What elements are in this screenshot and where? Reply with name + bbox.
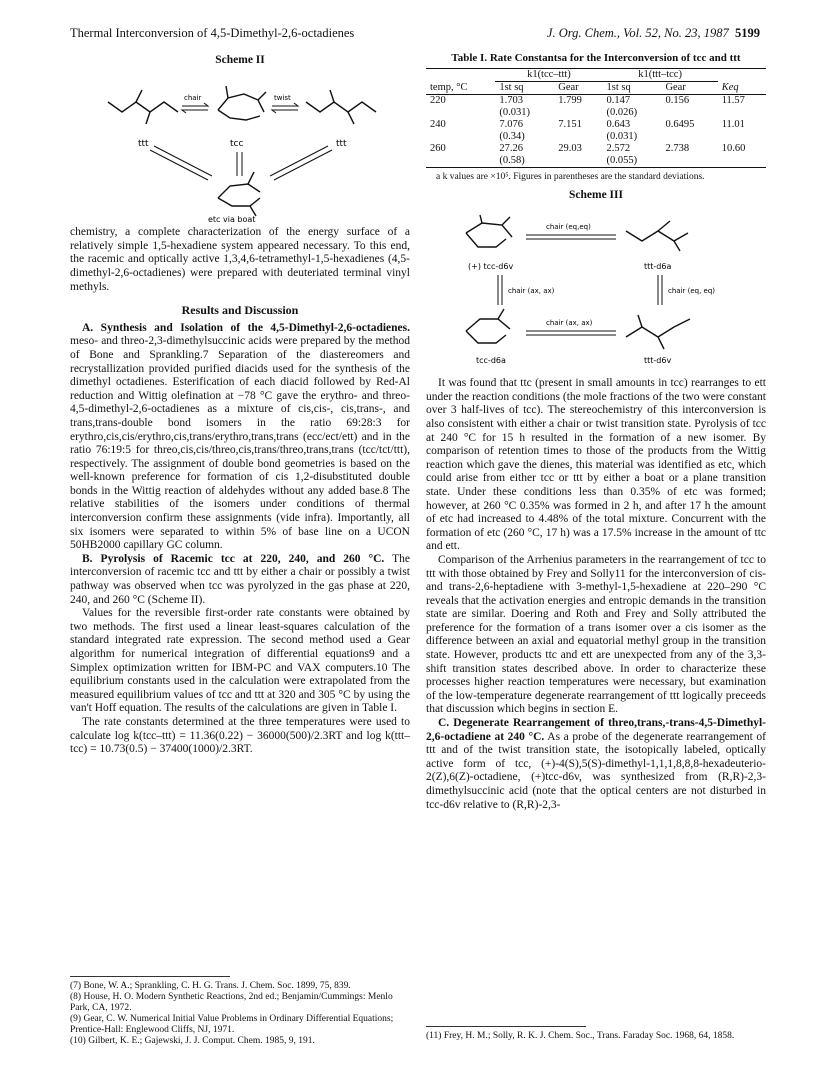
section-a-body: meso- and threo-2,3-dimethylsuccinic acids were prepared by the method of Bone and Sprankling.7 Separation of the diastereomers and recrystallization provided purified diacids used for the synthesis of the dimethyl octadienes. Esterification of each diacid followed by Red-Al reduction and Wittig olefination at −78 °C gave the erythro- and threo-4,5-dimethyl-2,6-octadienes as a mixture of cis,cis-, cis,trans-, and trans,trans-double bond isomers in the ratio 69:28:3 for erythro,cis,cis/erythro,cis,trans/erythro,trans,trans (ecc/ect/ett) and in the ratio 76:19:5 for threo,cis,cis/threo,cis,trans/threo,trans,trans (tcc/tct/ttt), respectively. The assignment of double bond geometries is based on the well-known preference for formation of cis 1,2-disubstituted double bonds in the Wittig reaction of aldehydes without any added base.8 The relative stabilities of the isomers under conditions of thermal interconversion confirm these assignments (vide infra). Importantly, all six isomers were separated to within 5% of base line on a UCON 50HB2000 capillary GC column. — [70, 335, 410, 552]
table-header: 1st sq — [499, 82, 524, 93]
table-cell — [603, 143, 662, 168]
section-b-heading: B. Pyrolysis of Racemic tcc at 220, 240, and 260 °C. — [82, 552, 385, 565]
ttt-d6a-label: ttt-d6a — [644, 261, 672, 271]
table-cell: 2.738 — [665, 143, 690, 154]
table-row — [426, 119, 766, 143]
twist-label: twist — [274, 93, 291, 102]
table-cell: 7.151 — [558, 119, 582, 130]
table-header: 1st sq — [606, 82, 631, 93]
table-cell — [495, 95, 554, 120]
ttt-d6a-structure — [626, 221, 688, 251]
footnote-7: (7) Bone, W. A.; Sprankling, C. H. G. Trans. J. Chem. Soc. 1899, 75, 839. — [70, 981, 351, 991]
paragraph-rate-constants: Values for the reversible first-order rate constants were obtained by two methods. The first used a linear least-squares calculation of the standard integrated rate expression. The second method used a Gear algorithm for numerical integration of differential equations9 and a Simplex optimization written for IBM-PC and VAX computers.10 The equilibrium constants used in the calculation were extrapolated from the measured equilibrium values of tcc and ttt at 320 and 305 °C by using the van't Hoff equation. The results of the calculations are given in Table I. — [70, 607, 410, 715]
scheme-2-title: Scheme II — [215, 54, 265, 66]
etc-boat-structure — [218, 172, 260, 216]
table-cell: 29.03 — [558, 143, 582, 154]
section-c-body: As a probe of the degenerate rearrangement of ttt and of the twist transition state, the isotopically labeled, optically active form of tcc, (+)-4(S),5(S)-dimethyl-1,1,1,8,8,8-hexadeuterio-2(Z),6(Z)-octadiene, (+)tcc-d6v, was synthesized from (R,R)-2,3-dimethylsuccinic acid (note that the optical centers are not disturbed in tcc-d6v relative to (R,R)-2,3- — [426, 730, 766, 811]
journal-header — [547, 26, 760, 41]
left-column — [70, 52, 410, 757]
table-header: Keq — [721, 81, 739, 93]
table-cell: 11.57 — [721, 95, 745, 106]
table-1-note: a k values are ×10⁵. Figures in parentheses are the standard deviations. — [436, 172, 705, 182]
ttt-structure-right — [306, 90, 376, 124]
tcc-d6v-structure — [466, 215, 512, 247]
table-cell: 0.156 — [665, 95, 690, 106]
left-footnotes — [70, 966, 410, 1047]
section-c — [426, 717, 766, 812]
arrow-label-left: chair (ax, ax) — [508, 286, 555, 295]
error: (0.34) — [499, 131, 525, 142]
etc-boat-label: etc via boat — [208, 214, 256, 222]
paragraph-arrhenius: The rate constants determined at the three temperatures were used to calculate log k(tcc–ttt) = 11.36(0.22) − 36000(500)/2.3RT and log k(ttt–tcc) = 10.73(0.5) − 37400(1000)/2.3RT. — [70, 715, 410, 756]
table-cell: 240 — [430, 119, 446, 130]
table-1 — [426, 68, 766, 168]
ttt-label-left: ttt — [138, 138, 149, 149]
value: 2.572 — [606, 143, 631, 154]
table-row — [426, 95, 766, 120]
ttt-d6v-structure — [626, 315, 690, 349]
footnote-10: (10) Gilbert, K. E.; Gajewski, J. J. Comput. Chem. 1985, 9, 191. — [70, 1036, 315, 1046]
table-header: Gear — [558, 82, 579, 93]
paragraph-ttc: It was found that ttc (present in small amounts in tcc) rearranges to ett under the reaction conditions (the mole fractions of the two were constant over 3 half-lives of tcc). The stereochemistry of this interconversion is also consistent with either a chair or twist transition state. Pyrolysis of tcc at 240 °C for 15 h resulted in the formation of a new isomer. By comparison of retention times to those of the products from the Wittig reaction which gave the dienes, this material was identified as etc, which could arise from either tcc or ttt by either a boat or a plane transition state. Under these conditions less than 0.35% of etc was formed; however, at 260 °C 0.35% was formed in 2 h, and after 17 h the amount of etc had increased to 4.48% of the total mixture. Concurrent with the formation of etc (260 °C, 17 h) was a 17.5% increase in the amount of ttc and ett. — [426, 377, 766, 553]
error: (0.026) — [606, 107, 638, 118]
footnote-11: (11) Frey, H. M.; Solly, R. K. J. Chem. Soc., Trans. Faraday Soc. 1968, 64, 1858. — [426, 1031, 735, 1041]
tcc-d6v-label: (+) tcc-d6v — [468, 261, 514, 271]
value: 0.643 — [606, 119, 631, 130]
twist-arrow — [272, 103, 298, 113]
paragraph-comparison: Comparison of the Arrhenius parameters in the rearrangement of tcc to ttt with those obtained by Frey and Solly11 for the interconversion of cis- and trans-2,6-heptadiene with 3-methyl-1,5-hexadiene at 220–290 °C reveals that the activation energies and entropic demands in the transition state are similar. Doering and Roth and Frey and Solly attributed the preference for the formation of a trans isomer over a cis isomer as the difference between an axial and equatorial methyl group in the transition state. However, products ttc and ett are unexpected from any of the 3,3-shift transition states described above. In order to characterize these processes higher reaction temperatures were necessary, but examination of the low-temperature degenerate rearrangement of ttt logically preceeds that discussion which begins in section E. — [426, 553, 766, 716]
footnote-8: (8) House, H. O. Modern Synthetic Reactions, 2nd ed.; Benjamin/Cummings: Menlo Park, CA, 1972. — [70, 992, 393, 1013]
table-cell: 260 — [430, 143, 446, 154]
value: 7.076 — [499, 119, 523, 130]
footnote-rule-right — [426, 1026, 586, 1027]
eq-eq-arrow-top — [526, 235, 616, 239]
value: 0.147 — [606, 95, 631, 106]
ttt-d6v-label: ttt-d6v — [644, 355, 672, 365]
running-header: Thermal Interconversion of 4,5-Dimethyl-2,6-octadienes — [70, 26, 355, 40]
table-group-forward: k1(tcc–ttt) — [495, 69, 602, 82]
chair-arrow — [182, 103, 208, 113]
table-group-reverse: k1(ttt–tcc) — [603, 69, 718, 82]
error: (0.031) — [606, 131, 638, 142]
table-1-title: Table I. Rate Constantsa for the Interconversion of tcc and ttt — [451, 52, 741, 64]
table-cell — [495, 143, 554, 168]
right-column — [426, 52, 766, 812]
ax-ax-arrow-bottom — [526, 331, 616, 335]
right-footnotes — [426, 1026, 766, 1042]
footnote-9: (9) Gear, C. W. Numerical Initial Value Problems in Ordinary Differential Equations; Prentice-Hall: Englewood Cliffs, NJ, 1971. — [70, 1014, 394, 1035]
section-c-heading: C. Degenerate Rearrangement of threo,trans,-trans-4,5-Dimethyl-2,6-octadiene at 240 °C. — [426, 717, 766, 743]
table-cell — [495, 119, 554, 143]
tcc-structure — [218, 86, 266, 120]
arrow-label-top: chair (eq,eq) — [546, 222, 591, 231]
table-cell: 10.60 — [721, 143, 746, 154]
table-header: temp, °C — [430, 81, 468, 93]
table-cell: 0.6495 — [665, 119, 695, 130]
section-a-heading: A. Synthesis and Isolation of the 4,5-Dimethyl-2,6-octadienes. — [82, 321, 410, 334]
chair-label: chair — [184, 93, 202, 102]
table-cell: 220 — [430, 95, 446, 106]
ttt-structure-left — [108, 90, 178, 124]
table-cell: 11.01 — [721, 119, 745, 130]
tcc-label: tcc — [230, 138, 244, 149]
boat-arrows — [150, 146, 332, 180]
section-a — [70, 322, 410, 553]
value: 27.26 — [499, 143, 523, 154]
section-b — [70, 553, 410, 607]
journal-citation: J. Org. Chem., Vol. 52, No. 23, 1987 — [546, 26, 729, 40]
results-heading: Results and Discussion — [181, 303, 299, 318]
page-number: 5199 — [735, 26, 760, 40]
scheme-3-figure — [426, 207, 766, 367]
arrow-label-right: chair (eq, eq) — [668, 286, 716, 295]
value: 1.703 — [499, 95, 523, 106]
tcc-d6a-structure — [466, 309, 510, 343]
table-cell: 1.799 — [558, 95, 582, 106]
table-cell — [603, 95, 662, 120]
section-b-body: The interconversion of racemic tcc and ttt by either a chair or possibly a twist pathway was observed when tcc was pyrolyzed in the gas phase at 220, 240, and 260 °C (Scheme II). — [70, 552, 411, 606]
error: (0.031) — [499, 107, 530, 118]
table-row — [426, 143, 766, 168]
scheme-3-title: Scheme III — [569, 189, 623, 201]
table-cell — [603, 119, 662, 143]
scheme-2-figure — [70, 72, 410, 222]
error: (0.58) — [499, 155, 525, 166]
table-header: Gear — [665, 82, 686, 93]
ttt-label-right: ttt — [336, 138, 347, 149]
paragraph-intro: chemistry, a complete characterization of the energy surface of a relatively simple 1,5-hexadiene system appeared necessary. To this end, the racemic and optically active 1,3,4,6-tetramethyl-1,5-hexadienes (4,5-dimethyl-2,6-octadienes) were prepared with deuteriated terminal vinyl methyls. — [70, 226, 410, 293]
footnote-rule — [70, 976, 230, 977]
arrow-label-bottom: chair (ax, ax) — [546, 318, 593, 327]
error: (0.055) — [606, 155, 638, 166]
tcc-d6a-label: tcc-d6a — [476, 355, 506, 365]
